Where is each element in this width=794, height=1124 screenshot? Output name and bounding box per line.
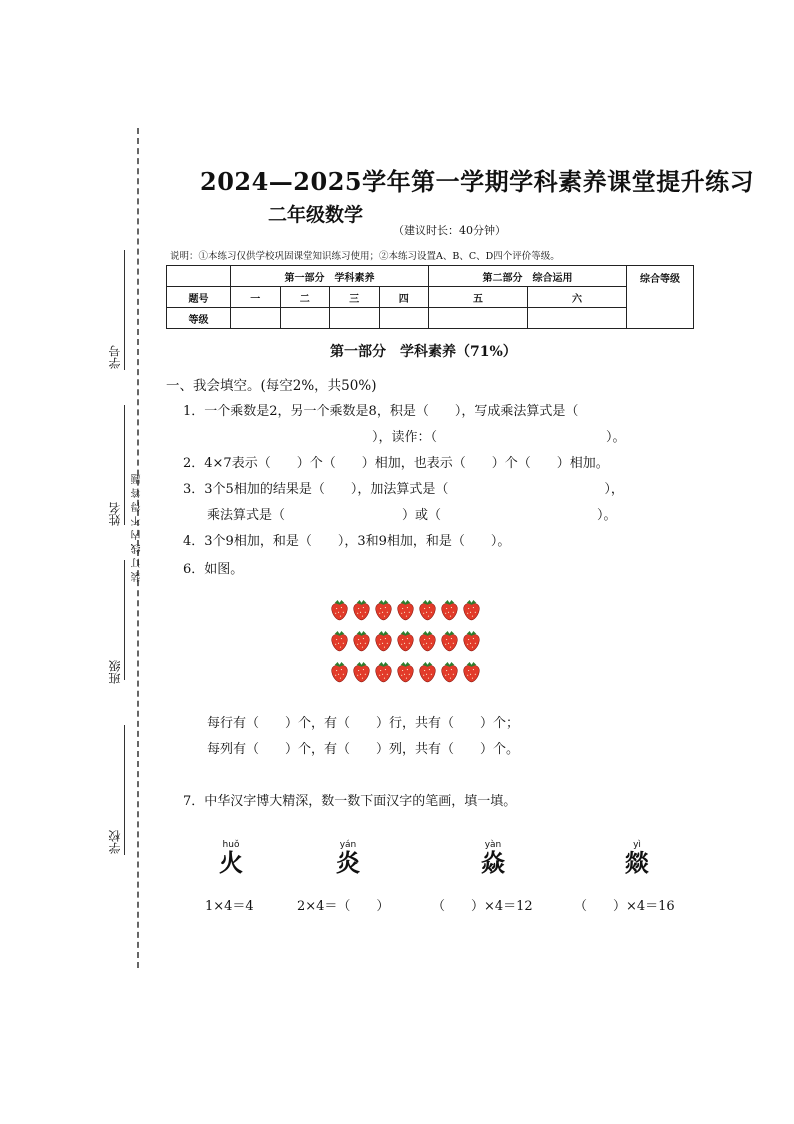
eq-yan2: （ ）×4＝12 — [432, 899, 533, 914]
row-label-question-no: 题号 — [167, 287, 231, 308]
name-label: 姓名 — [108, 502, 122, 526]
question-group-heading: 一、我会填空。(每空2%，共50%) — [166, 378, 377, 394]
strawberry-icon — [374, 660, 393, 683]
q1-line-a: 1．一个乘数是2，另一个乘数是8，积是（ ），写成乘法算式是（ — [183, 404, 579, 419]
binding-note: 装订线内不得答题 — [132, 470, 143, 582]
grade-cell-2[interactable] — [280, 308, 330, 329]
strawberry-icon — [440, 598, 459, 621]
strawberry-icon — [352, 598, 371, 621]
q7-line: 7．中华汉字博大精深，数一数下面汉字的笔画，填一填。 — [183, 794, 517, 809]
name-underline — [124, 405, 125, 525]
char-yan2 — [473, 840, 513, 876]
question-col-6: 六 — [528, 287, 627, 308]
student-id-underline — [124, 250, 125, 370]
strawberry-icon — [418, 629, 437, 652]
class-label: 班级 — [108, 660, 122, 684]
q1-line-b: ），读作：（ ）。 — [372, 430, 626, 445]
question-col-1: 一 — [231, 287, 281, 308]
section1-title: 第一部分 学科素养（71%） — [330, 344, 517, 360]
strawberry-icon — [374, 629, 393, 652]
strawberry-icon — [374, 598, 393, 621]
q3-line-a: 3．3个5相加的结果是（ ），加法算式是（ ）， — [183, 482, 624, 497]
school-underline — [124, 725, 125, 855]
strawberry-row — [330, 660, 481, 683]
grade-cell-6[interactable] — [528, 308, 627, 329]
subject-label: 二年级数学 — [268, 204, 364, 226]
class-underline — [124, 560, 125, 680]
question-col-4: 四 — [379, 287, 429, 308]
part2-header: 第二部分 综合运用 — [429, 266, 627, 287]
strawberry-icon — [418, 660, 437, 683]
part1-header: 第一部分 学科素养 — [231, 266, 429, 287]
school-label: 学校 — [108, 830, 122, 854]
grade-table — [166, 265, 694, 329]
eq-yan: 2×4＝（ ） — [297, 899, 390, 914]
grade-cell-1[interactable] — [231, 308, 281, 329]
instructions-note: 说明：①本练习仅供学校巩固课堂知识练习使用；②本练习设置A、B、C、D四个评价等级。 — [170, 251, 560, 262]
char-yi — [617, 840, 657, 876]
hanzi-yan2: 焱 — [481, 848, 505, 877]
strawberry-icon — [396, 629, 415, 652]
eq-yi: （ ）×4＝16 — [574, 899, 675, 914]
strawberry-icon — [330, 660, 349, 683]
grade-cell-5[interactable] — [429, 308, 528, 329]
page-title: 2024—2025学年第一学期学科素养课堂提升练习 — [200, 167, 755, 196]
strawberry-icon — [440, 660, 459, 683]
char-yan — [328, 840, 368, 876]
student-id-label: 学号 — [108, 345, 122, 369]
question-col-5: 五 — [429, 287, 528, 308]
strawberry-icon — [330, 629, 349, 652]
q6-line: 6．如图。 — [183, 562, 244, 577]
strawberry-icon — [440, 629, 459, 652]
grade-table-corner — [167, 266, 231, 287]
strawberry-grid — [330, 598, 481, 691]
strawberry-icon — [462, 629, 481, 652]
duration-note: （建议时长：40分钟） — [393, 224, 506, 237]
row-label-grade: 等级 — [167, 308, 231, 329]
strawberry-icon — [330, 598, 349, 621]
strawberry-icon — [462, 598, 481, 621]
q2-line: 2．4×7表示（ ）个（ ）相加，也表示（ ）个（ ）相加。 — [183, 456, 609, 471]
pinyin-huo: huǒ — [222, 840, 240, 850]
eq-huo: 1×4＝4 — [205, 899, 254, 914]
pinyin-yan: yán — [339, 840, 357, 850]
grade-cell-3[interactable] — [330, 308, 380, 329]
q3-line-b: 乘法算式是（ ）或（ ）。 — [207, 508, 617, 523]
strawberry-icon — [462, 660, 481, 683]
strawberry-row — [330, 598, 481, 621]
strawberry-row — [330, 629, 481, 652]
char-huo — [211, 840, 251, 876]
pinyin-yan2: yàn — [484, 840, 502, 850]
strawberry-icon — [352, 660, 371, 683]
strawberry-icon — [418, 598, 437, 621]
strawberry-icon — [396, 660, 415, 683]
hanzi-yi: 燚 — [625, 848, 649, 877]
hanzi-yan: 炎 — [336, 848, 360, 877]
q4-line: 4．3个9相加，和是（ ），3和9相加，和是（ ）。 — [183, 534, 511, 549]
q6-col-line: 每列有（ ）个，有（ ）列，共有（ ）个。 — [207, 742, 520, 757]
question-col-3: 三 — [330, 287, 380, 308]
hanzi-huo: 火 — [219, 848, 243, 877]
pinyin-yi: yì — [633, 840, 641, 850]
overall-grade-header: 综合等级 — [627, 266, 694, 329]
strawberry-icon — [352, 629, 371, 652]
grade-cell-4[interactable] — [379, 308, 429, 329]
question-col-2: 二 — [280, 287, 330, 308]
strawberry-icon — [396, 598, 415, 621]
q6-row-line: 每行有（ ）个，有（ ）行，共有（ ）个； — [207, 716, 520, 731]
